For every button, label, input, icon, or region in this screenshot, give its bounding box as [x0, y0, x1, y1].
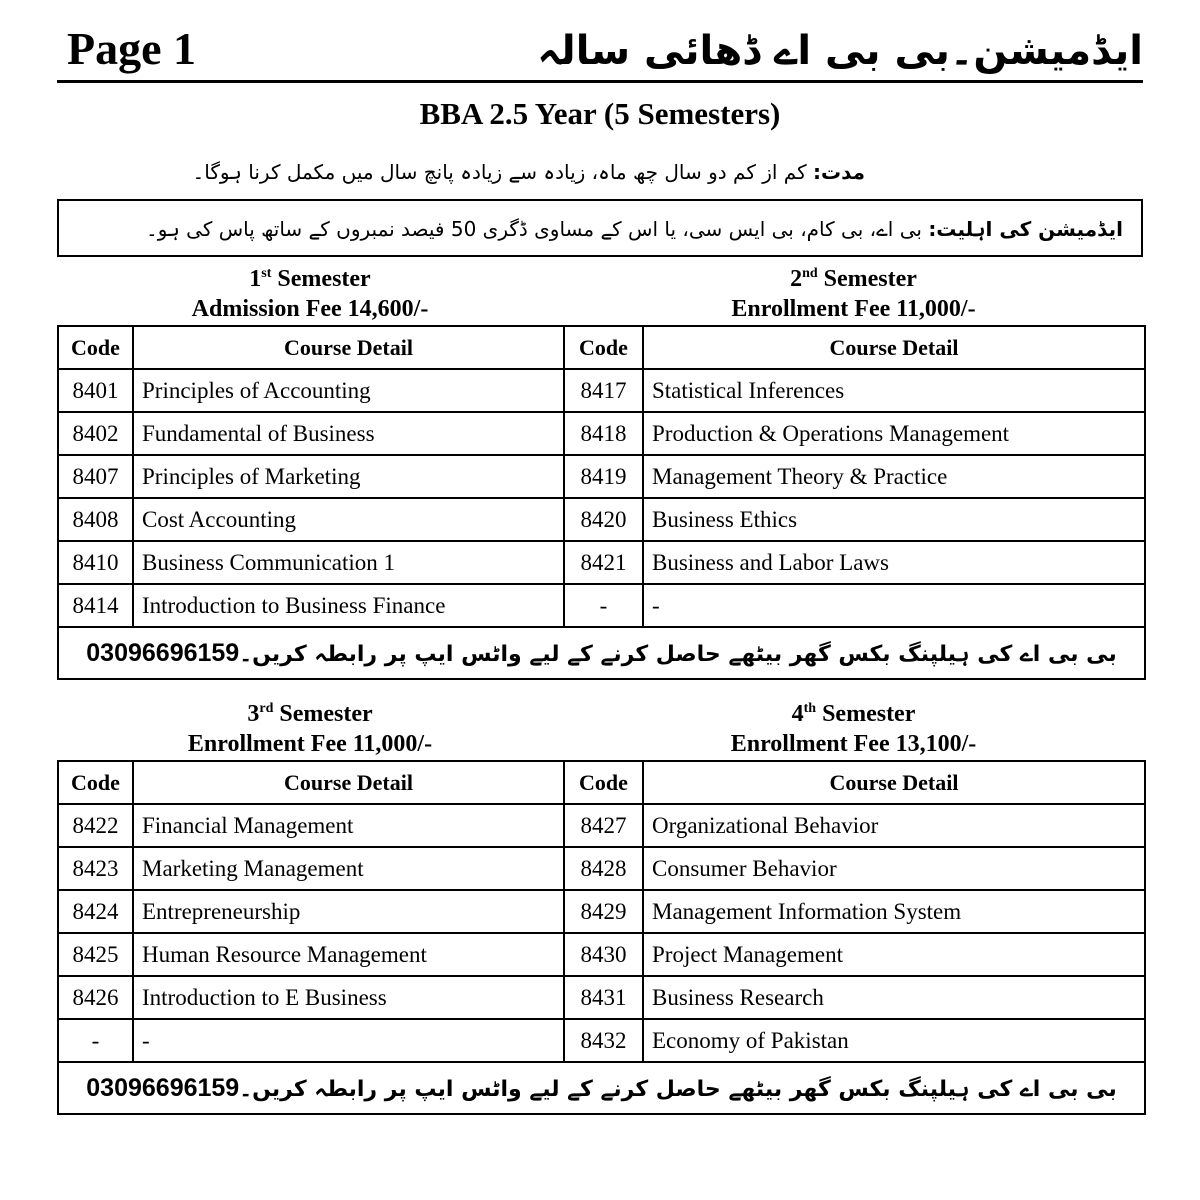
contact-text: بی بی اے کی ہیلپنگ بکس گھر بیٹھے حاصل کرنے کے لیے واٹس ایپ پر رابطہ کریں۔: [239, 641, 1117, 667]
contact-notice: [58, 1062, 1145, 1114]
course-code: 8427: [564, 804, 643, 847]
course-code: 8417: [564, 369, 643, 412]
semester-1-title: 1st Semester: [249, 266, 371, 292]
detail-header: Course Detail: [643, 761, 1145, 804]
semester-1-fee: Admission Fee 14,600/-: [191, 296, 429, 322]
semester-2-fee: Enrollment Fee 11,000/-: [731, 296, 976, 322]
course-detail: Business Communication 1: [133, 541, 564, 584]
course-detail: Business Ethics: [643, 498, 1145, 541]
table-row: [58, 369, 1145, 412]
eligibility-box: [57, 199, 1143, 257]
course-code: 8418: [564, 412, 643, 455]
eligibility-text: بی اے، بی کام، بی ایس سی، یا اس کے مساوی ڈگری 50 فیصد نمبروں کے ساتھ پاس کی ہو۔: [146, 217, 922, 241]
duration-line: [193, 160, 865, 184]
contact-row: [58, 627, 1145, 679]
table-row: [58, 847, 1145, 890]
semester-3-fee: Enrollment Fee 11,000/-: [187, 731, 433, 757]
semester-4-title: 4th Semester: [791, 701, 916, 727]
course-detail: Introduction to Business Finance: [133, 584, 564, 627]
contact-text: بی بی اے کی ہیلپنگ بکس گھر بیٹھے حاصل کرنے کے لیے واٹس ایپ پر رابطہ کریں۔: [239, 1076, 1117, 1102]
semester-3-4-table: [57, 760, 1146, 1115]
course-code: -: [58, 1019, 133, 1062]
duration-text: کم از کم دو سال چھ ماہ، زیادہ سے زیادہ پانچ سال میں مکمل کرنا ہوگا۔: [192, 160, 807, 184]
course-detail: Marketing Management: [133, 847, 564, 890]
course-detail: Business Research: [643, 976, 1145, 1019]
course-detail: Fundamental of Business: [133, 412, 564, 455]
course-code: 8407: [58, 455, 133, 498]
course-detail: Business and Labor Laws: [643, 541, 1145, 584]
code-header: Code: [564, 326, 643, 369]
table-row: [58, 584, 1145, 627]
semester-3-heading: [57, 694, 563, 759]
course-code: 8419: [564, 455, 643, 498]
contact-row: [58, 1062, 1145, 1114]
semester-4-fee: Enrollment Fee 13,100/-: [730, 731, 977, 757]
detail-header: Course Detail: [133, 326, 564, 369]
code-header: Code: [58, 326, 133, 369]
course-detail: Financial Management: [133, 804, 564, 847]
program-title: BBA 2.5 Year (5 Semesters): [419, 96, 781, 131]
course-detail: Statistical Inferences: [643, 369, 1145, 412]
course-code: 8401: [58, 369, 133, 412]
course-code: 8425: [58, 933, 133, 976]
contact-phone: 03096696159: [86, 638, 240, 667]
course-detail: -: [133, 1019, 564, 1062]
course-code: 8424: [58, 890, 133, 933]
course-code: 8420: [564, 498, 643, 541]
course-detail: Human Resource Management: [133, 933, 564, 976]
code-header: Code: [564, 761, 643, 804]
table-row: [58, 455, 1145, 498]
detail-header: Course Detail: [643, 326, 1145, 369]
course-code: 8429: [564, 890, 643, 933]
course-detail: Production & Operations Management: [643, 412, 1145, 455]
course-code: 8430: [564, 933, 643, 976]
course-code: 8431: [564, 976, 643, 1019]
table-header-row: [58, 761, 1145, 804]
semester-3-title: 3rd Semester: [247, 701, 373, 727]
course-detail: Management Theory & Practice: [643, 455, 1145, 498]
course-detail: -: [643, 584, 1145, 627]
course-code: 8410: [58, 541, 133, 584]
course-code: 8423: [58, 847, 133, 890]
course-detail: Principles of Marketing: [133, 455, 564, 498]
course-detail: Principles of Accounting: [133, 369, 564, 412]
semester-4-heading: [563, 694, 1144, 759]
course-code: 8426: [58, 976, 133, 1019]
eligibility-label: ایڈمیشن کی اہلیت:: [928, 217, 1123, 241]
course-code: 8432: [564, 1019, 643, 1062]
course-code: -: [564, 584, 643, 627]
table-row: [58, 541, 1145, 584]
code-header: Code: [58, 761, 133, 804]
course-code: 8422: [58, 804, 133, 847]
semester-2-heading: [563, 259, 1144, 324]
course-detail: Entrepreneurship: [133, 890, 564, 933]
contact-notice: [58, 627, 1145, 679]
table-row: [58, 498, 1145, 541]
course-detail: Consumer Behavior: [643, 847, 1145, 890]
header-divider: [57, 80, 1143, 83]
course-code: 8414: [58, 584, 133, 627]
course-code: 8408: [58, 498, 133, 541]
table-row: [58, 976, 1145, 1019]
semester-1-2-table: [57, 325, 1146, 680]
page-label: Page 1: [67, 23, 197, 74]
course-detail: Introduction to E Business: [133, 976, 564, 1019]
course-detail: Cost Accounting: [133, 498, 564, 541]
table-row: [58, 933, 1145, 976]
course-detail: Economy of Pakistan: [643, 1019, 1145, 1062]
course-code: 8428: [564, 847, 643, 890]
table-header-row: [58, 326, 1145, 369]
course-detail: Management Information System: [643, 890, 1145, 933]
semester-1-heading: [57, 259, 563, 324]
table-row: [58, 1019, 1145, 1062]
urdu-title: ایڈمیشن۔بی بی اے ڈھائی سالہ: [537, 28, 1143, 74]
course-code: 8421: [564, 541, 643, 584]
table-row: [58, 412, 1145, 455]
semester-2-title: 2nd Semester: [790, 266, 917, 292]
contact-phone: 03096696159: [86, 1073, 240, 1102]
course-code: 8402: [58, 412, 133, 455]
course-detail: Project Management: [643, 933, 1145, 976]
table-row: [58, 804, 1145, 847]
table-row: [58, 890, 1145, 933]
duration-label: مدت:: [812, 160, 865, 184]
detail-header: Course Detail: [133, 761, 564, 804]
course-detail: Organizational Behavior: [643, 804, 1145, 847]
